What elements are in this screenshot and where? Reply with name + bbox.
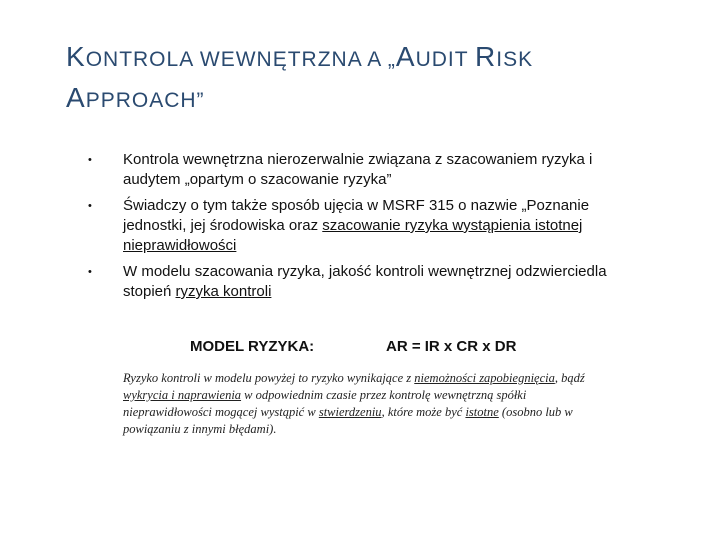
bullet-item: • Świadczy o tym także sposób ujęcia w MSRF 315 o nazwie „Poznanie jednostki, jej środowiska oraz szacowanie ryzyka wystąpienia istotnej nieprawidłowości xyxy=(88,197,590,254)
bullet-marker: • xyxy=(88,266,92,278)
footnote: Ryzyko kontroli w modelu powyżej to ryzyko wynikające z niemożności zapobiegnięcia, bądź wykrycia i naprawienia w odpowiednim czasie przez kontrolę wewnętrzną spółki nieprawidłowości mogącej wystąpić w stwierdzeniu, które może być istotne (osobno lub w powiązaniu z innymi błędami). xyxy=(123,371,585,436)
bullet-marker: • xyxy=(88,200,92,212)
bullet-marker: • xyxy=(88,154,92,166)
bullet-list xyxy=(88,150,648,308)
bullet-item: • W modelu szacowania ryzyka, jakość kontroli wewnętrznej odzwierciedla stopień ryzyka kontroli xyxy=(88,263,607,300)
bullet-item: • Kontrola wewnętrzna nierozerwalnie związana z szacowaniem ryzyka i audytem „opartym o szacowanie ryzyka” xyxy=(88,151,593,188)
risk-model-equation: AR = IR x CR x DR xyxy=(386,338,517,355)
risk-model-label: MODEL RYZYKA: xyxy=(190,338,315,355)
slide-title: KONTROLA WEWNĘTRZNA A „AUDIT RISK APPROACH” xyxy=(66,41,534,113)
